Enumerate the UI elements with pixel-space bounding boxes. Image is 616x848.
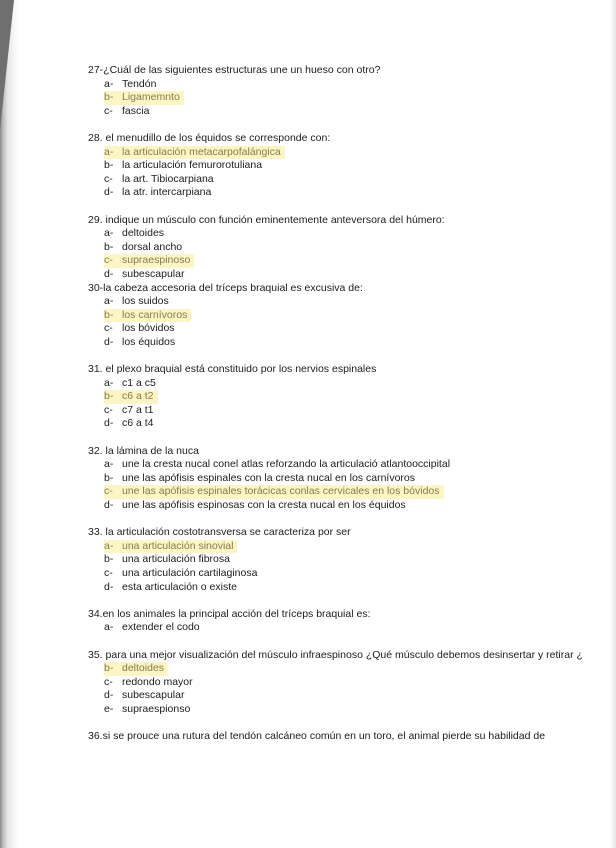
option-letter: c- [104, 172, 113, 185]
option-text: los bóvidos [122, 322, 175, 335]
option-text: c6 a t4 [122, 417, 154, 430]
highlighter-mark [104, 254, 194, 268]
option-text: Ligamemnto [122, 91, 180, 104]
answer-option [88, 499, 588, 513]
option-letter: a- [104, 77, 114, 90]
answer-option [88, 621, 588, 635]
question-stem: 36.si se prouce una rutura del tendón calcáneo común en un toro, el animal pierde su habilidad de [88, 730, 546, 743]
highlighter-mark [104, 662, 168, 676]
option-text: subescapular [122, 689, 185, 702]
option-letter: c- [104, 485, 113, 498]
option-text: fascia [122, 104, 150, 117]
option-letter: a- [104, 621, 114, 634]
option-text: una articulación cartilaginosa [122, 566, 258, 579]
answer-option [88, 703, 588, 717]
answer-option [88, 186, 588, 200]
option-text: une las apófisis espinales torácicas conlas cervicales en los bóvidos [122, 485, 440, 498]
question-stem: 29. indique un músculo con función eminentemente anteversora del húmero: [88, 213, 445, 226]
answer-option [88, 173, 588, 187]
question-block [88, 730, 588, 744]
answer-option-highlighted [88, 91, 588, 105]
option-text: los équidos [122, 335, 176, 348]
option-text: c7 a t1 [122, 403, 154, 416]
option-text: extender el codo [122, 621, 200, 634]
question-stem: 35. para una mejor visualización del músculo infraespinoso ¿Qué músculo debemos desinsertar y retirar ¿ [88, 648, 583, 661]
highlighter-mark [104, 485, 444, 499]
question-stem: 30-la cabeza accesoria del tríceps braquial es excusiva de: [88, 281, 363, 294]
answer-option [88, 377, 588, 391]
option-letter: d- [104, 267, 114, 280]
question-block [88, 282, 588, 350]
highlighter-mark [104, 309, 191, 323]
question-stem: 34.en los animales la principal acción del tríceps braquial es: [88, 607, 371, 620]
option-letter: c- [104, 104, 113, 117]
option-text: esta articulación o existe [122, 580, 237, 593]
option-text: los suidos [122, 295, 169, 308]
highlighter-mark [104, 390, 158, 404]
option-letter: e- [104, 702, 114, 715]
answer-option [88, 553, 588, 567]
option-text: una articulación fibrosa [122, 553, 230, 566]
answer-option-highlighted [88, 309, 588, 323]
option-letter: b- [104, 553, 114, 566]
answer-option [88, 227, 588, 241]
option-letter: b- [104, 240, 114, 253]
option-letter: c- [104, 566, 113, 579]
option-letter: d- [104, 580, 114, 593]
question-block [88, 649, 588, 717]
highlighter-mark [104, 146, 285, 160]
answer-option [88, 417, 588, 431]
option-letter: c- [104, 675, 113, 688]
option-letter: d- [104, 335, 114, 348]
answer-option [88, 241, 588, 255]
option-letter: a- [104, 227, 114, 240]
answer-option [88, 268, 588, 282]
answer-option [88, 322, 588, 336]
answer-option [88, 295, 588, 309]
option-text: Tendón [122, 77, 157, 90]
option-letter: c- [104, 322, 113, 335]
answer-option [88, 336, 588, 350]
option-text: la atr. intercarpiana [122, 186, 212, 199]
option-letter: c- [104, 254, 113, 267]
option-letter: a- [104, 295, 114, 308]
option-text: la art. Tibiocarpiana [122, 172, 214, 185]
question-block [88, 363, 588, 431]
option-letter: b- [104, 308, 114, 321]
option-letter: d- [104, 417, 114, 430]
answer-option [88, 581, 588, 595]
question-stem: 32. la lámina de la nuca [88, 444, 199, 457]
question-block [88, 608, 588, 635]
option-text: une la cresta nucal conel atlas reforzando la articulació atlantooccipital [122, 458, 451, 471]
option-letter: b- [104, 390, 114, 403]
option-letter: a- [104, 145, 114, 158]
answer-option [88, 105, 588, 119]
answer-option [88, 458, 588, 472]
option-letter: a- [104, 376, 114, 389]
option-letter: b- [104, 471, 114, 484]
question-stem: 27-¿Cuál de las siguientes estructuras une un hueso con otro? [88, 64, 381, 76]
answer-option-highlighted [88, 146, 588, 160]
answer-option [88, 689, 588, 703]
option-text: los carnívoros [122, 308, 188, 321]
option-text: c1 a c5 [122, 376, 156, 389]
question-stem: 31. el plexo braquial está constituido por los nervios espinales [88, 363, 377, 376]
question-stem: 28. el menudillo de los équidos se corresponde con: [88, 131, 331, 144]
option-text: la articulación metacarpofalángica [122, 145, 281, 158]
option-letter: a- [104, 458, 114, 471]
answer-option-highlighted [88, 540, 588, 554]
scan-shadow-right [610, 0, 616, 848]
question-block [88, 132, 588, 200]
option-text: c6 a t2 [122, 390, 154, 403]
option-text: une las apófisis espinales con la cresta nucal en los carnívoros [122, 471, 415, 484]
option-text: supraespionso [122, 702, 191, 715]
option-text: deltoides [122, 662, 165, 675]
option-letter: b- [104, 91, 114, 104]
question-block [88, 445, 588, 513]
option-text: subescapular [122, 267, 185, 280]
option-text: la articulación femurorotuliana [122, 159, 263, 172]
question-stem: 33. la articulación costotransversa se caracteriza por ser [88, 526, 351, 539]
answer-option [88, 676, 588, 690]
option-text: una articulación sinovial [122, 539, 234, 552]
answer-option-highlighted [88, 390, 588, 404]
answer-option-highlighted [88, 662, 588, 676]
option-letter: c- [104, 403, 113, 416]
option-letter: b- [104, 159, 114, 172]
answer-option-highlighted [88, 485, 588, 499]
option-text: une las apófisis espinosas con la cresta nucal en los équidos [122, 499, 406, 511]
option-letter: b- [104, 662, 114, 675]
question-block [88, 64, 588, 118]
option-text: deltoides [122, 227, 165, 240]
option-letter: a- [104, 539, 114, 552]
option-text: dorsal ancho [122, 240, 183, 253]
exam-page [88, 64, 588, 757]
highlighter-mark [104, 91, 184, 105]
option-letter: d- [104, 689, 114, 702]
question-block [88, 214, 588, 282]
option-letter: d- [104, 186, 114, 199]
answer-option [88, 159, 588, 173]
answer-option [88, 567, 588, 581]
answer-option [88, 472, 588, 486]
answer-option [88, 404, 588, 418]
scan-corner-fold [0, 0, 14, 130]
option-text: redondo mayor [122, 675, 193, 688]
question-block [88, 526, 588, 594]
option-letter: d- [104, 499, 114, 511]
answer-option-highlighted [88, 254, 588, 268]
option-text: supraespinoso [122, 254, 191, 267]
answer-option [88, 78, 588, 92]
highlighter-mark [104, 540, 237, 554]
